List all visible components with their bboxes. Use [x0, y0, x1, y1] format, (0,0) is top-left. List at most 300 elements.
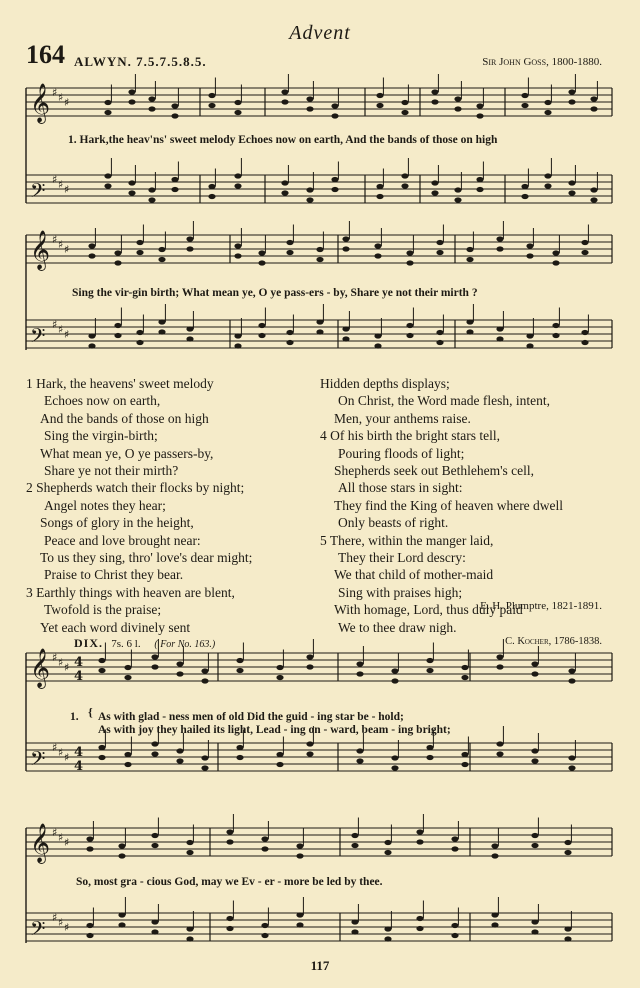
note-head — [236, 755, 243, 760]
note-head — [496, 654, 503, 659]
note-head — [351, 833, 358, 838]
note-head — [316, 257, 323, 262]
note-head — [384, 936, 391, 941]
note-head — [286, 330, 293, 335]
note-head — [466, 257, 473, 262]
note-head — [306, 741, 313, 746]
note-head — [461, 762, 468, 767]
note-head — [454, 187, 461, 192]
verse-line: All those stars in sight: — [338, 480, 463, 496]
note-head — [186, 336, 193, 341]
note-head — [564, 936, 571, 941]
note-head — [496, 741, 503, 746]
sharp-icon: ♯ — [52, 741, 58, 754]
note-head — [496, 236, 503, 241]
note-head — [306, 664, 313, 669]
note-head — [374, 343, 381, 348]
note-head — [568, 180, 575, 185]
sharp-icon: ♯ — [52, 173, 58, 186]
note-head — [374, 243, 381, 248]
verse-line: Praise to Christ they bear. — [44, 567, 184, 583]
note-head — [88, 243, 95, 248]
note-head — [496, 336, 503, 341]
note-head — [296, 843, 303, 848]
note-head — [226, 916, 233, 921]
note-head — [276, 762, 283, 767]
note-head — [316, 319, 323, 324]
note-head — [384, 840, 391, 845]
note-head — [234, 183, 241, 188]
bass-clef-icon: 𝄢 — [30, 917, 46, 945]
note-head — [374, 253, 381, 258]
verse-line: Sing with praises high; — [338, 584, 463, 600]
note-head — [306, 106, 313, 111]
verse-line: Share ye not their mirth? — [44, 463, 179, 479]
verse-line: They their Lord descry: — [338, 550, 466, 566]
note-head — [564, 850, 571, 855]
note-head — [406, 323, 413, 328]
note-head — [234, 243, 241, 248]
note-head — [431, 89, 438, 94]
note-head — [286, 240, 293, 245]
verse-line: Only beasts of right. — [338, 515, 449, 531]
sharp-icon: ♯ — [52, 911, 58, 924]
note-head — [454, 96, 461, 101]
bass-clef-icon: 𝄢 — [30, 747, 46, 775]
note-head — [374, 333, 381, 338]
verse-line: Twofold is the praise; — [44, 602, 162, 618]
note-head — [568, 190, 575, 195]
verse-line: Shepherds seek out Bethlehem's cell, — [334, 463, 535, 479]
note-head — [384, 926, 391, 931]
note-head — [151, 929, 158, 934]
sharp-icon: ♯ — [64, 96, 70, 109]
note-head — [351, 919, 358, 924]
verse-line: On Christ, the Word made flesh, intent, — [338, 393, 551, 409]
note-head — [568, 678, 575, 683]
note-head — [496, 751, 503, 756]
note-head — [104, 100, 111, 105]
note-head — [234, 110, 241, 115]
note-head — [436, 340, 443, 345]
note-head — [531, 748, 538, 753]
verse-line: 4 Of his birth the bright stars tell, — [320, 428, 500, 444]
note-head — [186, 850, 193, 855]
note-head — [234, 333, 241, 338]
verses-left — [26, 375, 326, 636]
note-head — [128, 89, 135, 94]
note-head — [426, 755, 433, 760]
note-head — [186, 926, 193, 931]
note-head — [331, 103, 338, 108]
note-head — [568, 755, 575, 760]
note-head — [544, 173, 551, 178]
note-head — [186, 936, 193, 941]
verse-line: And the bands of those on high — [40, 410, 209, 426]
note-head — [496, 664, 503, 669]
bass-clef-icon: 𝄢 — [30, 179, 46, 207]
note-head — [201, 755, 208, 760]
note-head — [451, 923, 458, 928]
note-head — [151, 741, 158, 746]
note-head — [296, 912, 303, 917]
note-head — [104, 183, 111, 188]
note-head — [281, 190, 288, 195]
note-head — [454, 197, 461, 202]
verse-line: Hidden depths displays; — [320, 376, 450, 391]
note-head — [258, 260, 265, 265]
note-head — [531, 661, 538, 666]
dix-verse-number: 1. — [70, 711, 79, 723]
note-head — [391, 668, 398, 673]
note-head — [391, 678, 398, 683]
note-head — [356, 758, 363, 763]
note-head — [186, 326, 193, 331]
note-head — [261, 846, 268, 851]
note-head — [234, 343, 241, 348]
note-head — [118, 853, 125, 858]
note-head — [258, 323, 265, 328]
note-head — [581, 250, 588, 255]
note-head — [148, 187, 155, 192]
note-head — [234, 173, 241, 178]
note-head — [426, 745, 433, 750]
verse-line: 5 There, within the manger laid, — [320, 532, 494, 548]
note-head — [128, 180, 135, 185]
verse-line: 1 Hark, the heavens' sweet melody — [26, 376, 214, 391]
note-head — [261, 933, 268, 938]
note-head — [281, 180, 288, 185]
sharp-icon: ♯ — [64, 328, 70, 341]
note-head — [454, 106, 461, 111]
note-head — [234, 253, 241, 258]
note-head — [401, 183, 408, 188]
note-head — [568, 668, 575, 673]
note-head — [158, 247, 165, 252]
note-head — [451, 846, 458, 851]
note2: ( For No. 163.) — [154, 639, 216, 650]
sharp-icon: ♯ — [64, 243, 70, 256]
note-head — [306, 654, 313, 659]
note-head — [176, 758, 183, 763]
note-head — [171, 113, 178, 118]
note-head — [226, 926, 233, 931]
note-head — [151, 664, 158, 669]
note-head — [431, 99, 438, 104]
note-head — [590, 96, 597, 101]
note-head — [568, 99, 575, 104]
note-head — [86, 846, 93, 851]
note-head — [201, 668, 208, 673]
note-head — [148, 106, 155, 111]
note-head — [151, 751, 158, 756]
time-signature: 4 — [74, 759, 84, 774]
note-head — [406, 250, 413, 255]
note-head — [186, 246, 193, 251]
note-head — [148, 96, 155, 101]
note-head — [491, 853, 498, 858]
note-head — [590, 106, 597, 111]
note-head — [136, 340, 143, 345]
sharp-icon: ♯ — [52, 651, 58, 664]
note-head — [88, 333, 95, 338]
note-head — [496, 326, 503, 331]
sharp-icon: ♯ — [58, 831, 64, 844]
sharp-icon: ♯ — [52, 826, 58, 839]
note-head — [552, 250, 559, 255]
note-head — [426, 668, 433, 673]
note-head — [286, 340, 293, 345]
note-head — [306, 197, 313, 202]
note-head — [406, 333, 413, 338]
note-head — [136, 240, 143, 245]
note-head — [306, 751, 313, 756]
note-head — [568, 89, 575, 94]
note-head — [564, 926, 571, 931]
note-head — [401, 173, 408, 178]
note-head — [118, 922, 125, 927]
note-head — [296, 853, 303, 858]
note-head — [234, 100, 241, 105]
note-head — [436, 240, 443, 245]
sharp-icon: ♯ — [64, 836, 70, 849]
verse-line: Peace and love brought near: — [44, 532, 201, 548]
note-head — [531, 833, 538, 838]
music-system-1 — [0, 80, 640, 352]
sharp-icon: ♯ — [58, 238, 64, 251]
note-head — [521, 103, 528, 108]
sharp-icon: ♯ — [52, 233, 58, 246]
note-head — [342, 336, 349, 341]
treble-clef-icon: 𝄞 — [30, 230, 51, 270]
note-head — [276, 665, 283, 670]
note-head — [276, 675, 283, 680]
note-head — [261, 836, 268, 841]
note-head — [176, 671, 183, 676]
sharp-icon: ♯ — [58, 916, 64, 929]
note-head — [491, 843, 498, 848]
note-head — [376, 93, 383, 98]
note-head — [331, 177, 338, 182]
dix-lyrics-line-2: As with joy they hailed its light, Lead - ing on - ward, beam - ing bright; — [98, 724, 451, 736]
verse-line: With homage, Lord, thus duly paid — [334, 602, 523, 618]
note-head — [552, 323, 559, 328]
note-head — [151, 833, 158, 838]
note-head — [384, 850, 391, 855]
note-head — [276, 752, 283, 757]
note-head — [544, 183, 551, 188]
sharp-icon: ♯ — [64, 661, 70, 674]
note-head — [531, 758, 538, 763]
note-head — [201, 765, 208, 770]
note-head — [258, 250, 265, 255]
note-head — [331, 113, 338, 118]
sharp-icon: ♯ — [58, 746, 64, 759]
note-head — [496, 246, 503, 251]
note-head — [461, 675, 468, 680]
note-head — [416, 839, 423, 844]
lyrics-line-2: Sing the vir-gin birth; What mean ye, O ye pass-ers - by, Share ye not their mirth ? — [72, 287, 478, 299]
verse-line: We to thee draw nigh. — [338, 619, 457, 635]
verse-line: Yet each word divinely sent — [40, 619, 191, 635]
note-head — [451, 836, 458, 841]
note-head — [461, 752, 468, 757]
note-head — [281, 99, 288, 104]
note-head — [226, 839, 233, 844]
note-head — [526, 333, 533, 338]
note-head — [316, 329, 323, 334]
note-head — [236, 658, 243, 663]
treble-clef-icon: 𝄞 — [30, 648, 51, 688]
note-head — [526, 253, 533, 258]
sharp-icon: ♯ — [52, 318, 58, 331]
note-head — [376, 103, 383, 108]
note-head — [171, 177, 178, 182]
note-head — [186, 236, 193, 241]
note-head — [86, 933, 93, 938]
verse-line: Sing the virgin-birth; — [44, 428, 158, 444]
tune-name: ALWYN. 7.5.7.5.8.5. — [74, 54, 207, 69]
note-head — [342, 236, 349, 241]
note-head — [376, 184, 383, 189]
verse-line: 2 Shepherds watch their flocks by night; — [26, 480, 245, 496]
note-head — [466, 319, 473, 324]
note-head — [151, 919, 158, 924]
note-head — [98, 658, 105, 663]
note-head — [544, 110, 551, 115]
note-head — [416, 916, 423, 921]
note-head — [208, 103, 215, 108]
note-head — [552, 333, 559, 338]
note-head — [331, 187, 338, 192]
note-head — [236, 745, 243, 750]
verse-line: Angel notes they hear; — [44, 497, 166, 513]
note-head — [86, 836, 93, 841]
treble-clef-icon: 𝄞 — [30, 83, 51, 123]
verses-right — [320, 375, 630, 636]
treble-clef-icon: 𝄞 — [30, 823, 51, 863]
sharp-icon: ♯ — [58, 656, 64, 669]
note-head — [118, 912, 125, 917]
note-head — [286, 250, 293, 255]
note-head — [356, 661, 363, 666]
note-head — [114, 250, 121, 255]
note-head — [401, 110, 408, 115]
sharp-icon: ♯ — [58, 323, 64, 336]
composer2: C. Kocher, 1786-1838. — [505, 636, 602, 647]
hymn-number: 164 — [26, 40, 65, 69]
note-head — [531, 843, 538, 848]
section-title: Advent — [289, 22, 351, 44]
note-head — [521, 184, 528, 189]
tune2-name: DIX. — [74, 636, 104, 650]
note-head — [568, 765, 575, 770]
note-head — [491, 912, 498, 917]
note-head — [436, 330, 443, 335]
note-head — [88, 343, 95, 348]
note-head — [476, 113, 483, 118]
note-head — [124, 675, 131, 680]
sharp-icon: ♯ — [64, 751, 70, 764]
page-number: 117 — [310, 958, 330, 973]
note-head — [376, 194, 383, 199]
verse-line: What mean ye, O ye passers-by, — [40, 445, 214, 461]
note-head — [128, 99, 135, 104]
note-head — [104, 173, 111, 178]
note-head — [401, 100, 408, 105]
bass-clef-icon: 𝄢 — [30, 324, 46, 352]
note-head — [98, 755, 105, 760]
note-head — [118, 843, 125, 848]
note-head — [124, 752, 131, 757]
note-head — [201, 678, 208, 683]
note-head — [461, 665, 468, 670]
note-head — [136, 250, 143, 255]
note-head — [281, 89, 288, 94]
note-head — [431, 180, 438, 185]
note-head — [104, 110, 111, 115]
note-head — [128, 190, 135, 195]
note-head — [391, 765, 398, 770]
verse-line: Men, your anthems raise. — [334, 410, 471, 426]
sharp-icon: ♯ — [64, 921, 70, 934]
note-head — [351, 843, 358, 848]
time-signature: 4 — [74, 669, 84, 684]
sharp-icon: ♯ — [58, 178, 64, 191]
time-signature: 4 — [74, 655, 84, 670]
note-head — [416, 829, 423, 834]
sharp-icon: ♯ — [52, 86, 58, 99]
time-signature: 4 — [74, 745, 84, 760]
note-head — [171, 187, 178, 192]
note-head — [158, 257, 165, 262]
note-head — [176, 661, 183, 666]
verse-line: They find the King of heaven where dwell — [334, 497, 564, 513]
note-head — [148, 197, 155, 202]
note-head — [151, 843, 158, 848]
note-head — [590, 187, 597, 192]
note-head — [98, 668, 105, 673]
text-author: E. H. Plumptre, 1821-1891. — [480, 600, 602, 612]
note-head — [521, 194, 528, 199]
note-head — [426, 658, 433, 663]
note-head — [564, 840, 571, 845]
note-head — [406, 260, 413, 265]
note-head — [416, 926, 423, 931]
verse-line: Songs of glory in the height, — [40, 515, 194, 531]
note-head — [356, 748, 363, 753]
note-head — [176, 748, 183, 753]
note-head — [208, 93, 215, 98]
note-head — [466, 247, 473, 252]
dix-lyrics-line-1: As with glad - ness men of old Did the guid - ing star be - hold; — [98, 711, 404, 723]
sharp-icon: ♯ — [64, 183, 70, 196]
note-head — [171, 103, 178, 108]
note-head — [436, 250, 443, 255]
sharp-icon: ♯ — [58, 91, 64, 104]
note-head — [136, 330, 143, 335]
music-system-2 — [0, 648, 640, 958]
note-head — [316, 247, 323, 252]
note-head — [491, 922, 498, 927]
composer: Sir John Goss, 1800-1880. — [482, 56, 602, 68]
note-head — [88, 253, 95, 258]
note-head — [476, 103, 483, 108]
note-head — [521, 93, 528, 98]
note-head — [186, 840, 193, 845]
note-head — [114, 260, 121, 265]
note-head — [544, 100, 551, 105]
